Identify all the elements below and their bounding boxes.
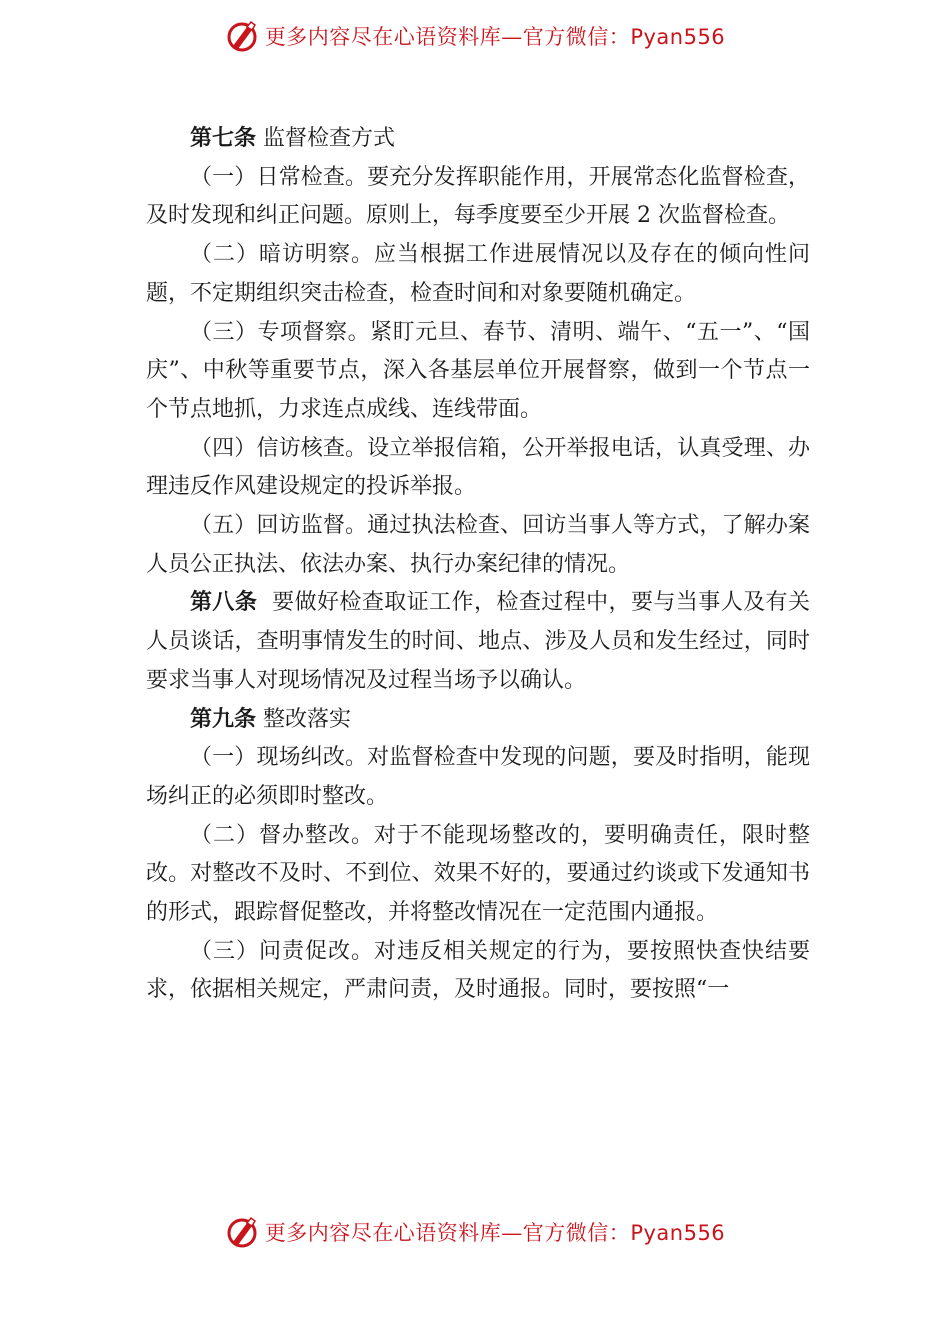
- paragraph: （一）日常检查。要充分发挥职能作用，开展常态化监督检查，及时发现和纠正问题。原则上，每季度要至少开展 2 次监督检查。: [146, 164, 810, 229]
- banner-slogan: 更多内容尽在心语资料库—官方微信：: [264, 1221, 631, 1245]
- article-8-paragraph: [146, 584, 810, 700]
- paragraph: （三）问责促改。对违反相关规定的行为，要按照快查快结要求，依据相关规定，严肃问责，及时通报。同时，要按照“一: [146, 938, 810, 1003]
- wechat-id: Pyan556: [630, 1221, 726, 1245]
- paragraph: （二）暗访明察。应当根据工作进展情况以及存在的倾向性问题，不定期组织突击检查，检查时间和对象要随机确定。: [146, 242, 810, 306]
- paragraph: （一）现场纠改。对监督检查中发现的问题，要及时指明，能现场纠正的必须即时整改。: [146, 745, 810, 809]
- document-body: [146, 120, 810, 1010]
- article-9-heading: [146, 701, 810, 740]
- banner-text: [265, 21, 725, 51]
- banner-slogan: 更多内容尽在心语资料库—官方微信：: [264, 25, 631, 49]
- article-8-text: 要做好检查取证工作，检查过程中，要与当事人及有关人员谈话，查明事情发生的时间、地点、涉及人员和发生经过，同时要求当事人对现场情况及过程当场予以确认。: [146, 590, 810, 693]
- banner-text: [265, 1217, 725, 1247]
- article-8-label: 第八条: [190, 590, 258, 616]
- header-banner: [0, 16, 950, 56]
- pen-logo-icon: [225, 19, 259, 53]
- paragraph: （四）信访核查。设立举报信箱，公开举报电话，认真受理、办理违反作风建设规定的投诉举报。: [146, 435, 810, 500]
- paragraph: （五）回访监督。通过执法检查、回访当事人等方式，了解办案人员公正执法、依法办案、执行办案纪律的情况。: [146, 513, 810, 577]
- article-9-label: 第九条: [190, 706, 257, 732]
- wechat-id: Pyan556: [630, 25, 726, 49]
- footer-banner: [0, 1212, 950, 1252]
- paragraph: （二）督办整改。对于不能现场整改的，要明确责任，限时整改。对整改不及时、不到位、效果不好的，要通过约谈或下发通知书的形式，跟踪督促整改，并将整改情况在一定范围内通报。: [146, 822, 810, 926]
- article-7-label: 第七条: [190, 126, 257, 151]
- article-9-title: 整改落实: [263, 706, 352, 732]
- article-7-title: 监督检查方式: [263, 126, 396, 151]
- paragraph: （三）专项督察。紧盯元旦、春节、清明、端午、“五一”、“国庆”、中秋等重要节点，深入各基层单位开展督察，做到一个节点一个节点地抓，力求连点成线、连线带面。: [146, 319, 810, 422]
- pen-logo-icon: [225, 1215, 259, 1249]
- article-7-heading: [146, 120, 810, 159]
